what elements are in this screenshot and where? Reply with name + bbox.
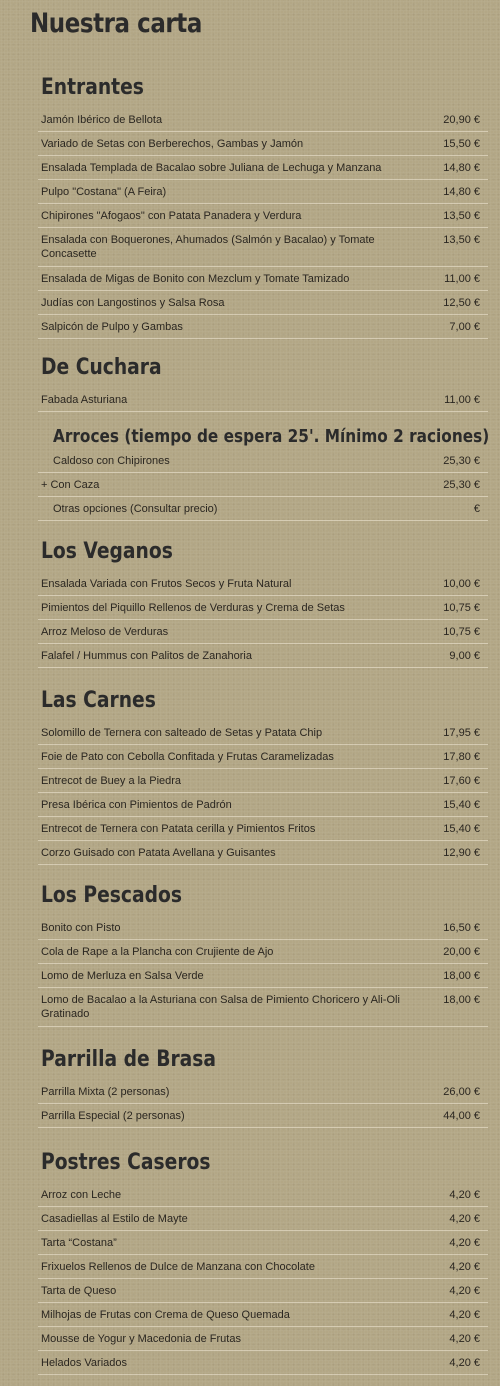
item-price: 4,20 € (449, 1309, 480, 1321)
menu-item (38, 1207, 488, 1231)
item-price: 4,20 € (449, 1333, 480, 1345)
item-price: 10,75 € (443, 602, 480, 614)
item-name: Mousse de Yogur y Macedonia de Frutas (41, 1333, 241, 1345)
section-arroces (0, 425, 500, 521)
menu-item (38, 793, 488, 817)
menu-item (38, 1351, 488, 1375)
item-price: 4,20 € (449, 1189, 480, 1201)
item-name: Pulpo "Costana" (A Feira) (41, 186, 167, 198)
item-name: Salpicón de Pulpo y Gambas (41, 321, 183, 333)
menu-item (38, 769, 488, 793)
item-name: Pimientos del Piquillo Rellenos de Verduras y Crema de Setas (41, 602, 345, 614)
item-name: Entrecot de Ternera con Patata cerilla y Pimientos Fritos (41, 823, 316, 835)
menu-item (38, 204, 488, 228)
item-price: 11,00 € (444, 394, 480, 406)
menu-item (38, 721, 488, 745)
menu-item (38, 1327, 488, 1351)
subsection-title: Arroces (tiempo de espera 25'. Mínimo 2 raciones) (53, 426, 490, 447)
item-name: Lomo de Bacalao a la Asturiana con Salsa de Pimiento Choricero y Ali-Oli Gratinado (41, 994, 400, 1020)
item-name: Corzo Guisado con Patata Avellana y Guisantes (41, 847, 276, 859)
section-carnes (0, 685, 500, 865)
menu-item (38, 1255, 488, 1279)
section-title: Los Veganos (41, 539, 173, 564)
item-price: 17,60 € (443, 775, 480, 787)
item-price: 4,20 € (449, 1285, 480, 1297)
item-price: 7,00 € (449, 321, 480, 333)
menu-item (38, 388, 488, 412)
item-name: Tarta de Queso (41, 1285, 117, 1297)
item-name: Parrilla Especial (2 personas) (41, 1110, 185, 1122)
item-name: Variado de Setas con Berberechos, Gambas y Jamón (41, 138, 304, 150)
item-price: 4,20 € (449, 1213, 480, 1225)
menu-item (38, 817, 488, 841)
item-price: 10,00 € (443, 578, 480, 590)
section-title: Entrantes (41, 75, 144, 100)
menu-item (38, 228, 488, 267)
item-name: Solomillo de Ternera con salteado de Setas y Patata Chip (41, 727, 323, 739)
menu-item (38, 449, 488, 473)
menu-item (38, 596, 488, 620)
section-entrantes (0, 72, 500, 339)
item-name: Ensalada Templada de Bacalao sobre Juliana de Lechuga y Manzana (41, 162, 382, 174)
item-price: 13,50 € (443, 210, 480, 222)
item-name: Presa Ibérica con Pimientos de Padrón (41, 799, 232, 811)
item-price: 17,95 € (443, 727, 480, 739)
item-price: 17,80 € (443, 751, 480, 763)
item-price: 10,75 € (443, 626, 480, 638)
section-parrilla (0, 1044, 500, 1128)
menu-item (38, 267, 488, 291)
item-name: Bonito con Pisto (41, 922, 121, 934)
menu-item (38, 1104, 488, 1128)
item-price: 9,00 € (449, 650, 480, 662)
item-price: 20,90 € (443, 114, 480, 126)
item-name: Falafel / Hummus con Palitos de Zanahoria (41, 650, 252, 662)
menu-item (38, 988, 488, 1027)
menu-item (38, 620, 488, 644)
item-price: 14,80 € (443, 162, 480, 174)
item-name: Foie de Pato con Cebolla Confitada y Frutas Caramelizadas (41, 751, 334, 763)
item-name: Jamón Ibérico de Bellota (41, 114, 163, 126)
item-price: 12,90 € (443, 847, 480, 859)
section-cuchara (0, 352, 500, 412)
item-price: 15,40 € (443, 823, 480, 835)
section-title: Las Carnes (41, 688, 156, 713)
menu-item (38, 841, 488, 865)
item-price: 14,80 € (443, 186, 480, 198)
item-name: Judías con Langostinos y Salsa Rosa (41, 297, 225, 309)
section-postres (0, 1147, 500, 1375)
item-name: Otras opciones (Consultar precio) (53, 503, 218, 515)
menu-item (38, 291, 488, 315)
item-price: 12,50 € (443, 297, 480, 309)
section-title: Los Pescados (41, 883, 182, 908)
section-pescados (0, 880, 500, 1027)
item-price: 13,50 € (443, 234, 480, 246)
item-name: Parrilla Mixta (2 personas) (41, 1086, 170, 1098)
item-price: € (473, 503, 480, 515)
menu-item (38, 156, 488, 180)
item-name: Fabada Asturiana (41, 394, 128, 406)
menu-item (38, 1303, 488, 1327)
menu-item (38, 180, 488, 204)
section-title: Parrilla de Brasa (41, 1047, 217, 1072)
item-name: Lomo de Merluza en Salsa Verde (41, 970, 204, 982)
item-name: Entrecot de Buey a la Piedra (41, 775, 182, 787)
item-name: Casadiellas al Estilo de Mayte (41, 1213, 188, 1225)
menu-item (38, 1080, 488, 1104)
menu-item (38, 572, 488, 596)
menu-item (38, 1183, 488, 1207)
item-price: 25,30 € (443, 455, 480, 467)
menu-item (38, 644, 488, 668)
item-name: Milhojas de Frutas con Crema de Queso Quemada (41, 1309, 290, 1321)
item-price: 4,20 € (449, 1261, 480, 1273)
item-name: Arroz con Leche (41, 1189, 122, 1201)
item-name: Caldoso con Chipirones (53, 455, 170, 467)
item-price: 15,40 € (443, 799, 480, 811)
item-name: Cola de Rape a la Plancha con Crujiente de Ajo (41, 946, 274, 958)
menu-item (38, 473, 488, 497)
section-title: Postres Caseros (41, 1150, 211, 1175)
item-price: 4,20 € (449, 1357, 480, 1369)
menu-item (38, 964, 488, 988)
item-name: Frixuelos Rellenos de Dulce de Manzana con Chocolate (41, 1261, 315, 1273)
item-price: 11,00 € (444, 273, 480, 285)
item-price: 26,00 € (443, 1086, 480, 1098)
menu-item (38, 745, 488, 769)
item-name: Helados Variados (41, 1357, 128, 1369)
menu-item (38, 315, 488, 339)
menu-item (38, 940, 488, 964)
item-price: 18,00 € (443, 970, 480, 982)
item-price: 20,00 € (443, 946, 480, 958)
item-name: Chipirones "Afogaos" con Patata Panadera y Verdura (41, 210, 302, 222)
menu-item (38, 497, 488, 521)
section-title: De Cuchara (41, 355, 162, 380)
menu-item (38, 132, 488, 156)
page-title: Nuestra carta (30, 8, 202, 39)
item-name: Ensalada con Boquerones, Ahumados (Salmón y Bacalao) y Tomate Concasette (41, 234, 375, 260)
section-veganos (0, 536, 500, 668)
item-price: 15,50 € (443, 138, 480, 150)
menu-item (38, 1231, 488, 1255)
item-price: 25,30 € (443, 479, 480, 491)
item-price: 18,00 € (443, 994, 480, 1006)
item-price: 44,00 € (443, 1110, 480, 1122)
item-name: Ensalada de Migas de Bonito con Mezclum y Tomate Tamizado (41, 273, 350, 285)
item-name: Ensalada Variada con Frutos Secos y Fruta Natural (41, 578, 292, 590)
item-name: Tarta “Costana” (41, 1237, 117, 1249)
menu-item (38, 916, 488, 940)
menu-item (38, 1279, 488, 1303)
item-name: Arroz Meloso de Verduras (41, 626, 169, 638)
item-price: 16,50 € (443, 922, 480, 934)
item-name: + Con Caza (41, 479, 100, 491)
item-price: 4,20 € (449, 1237, 480, 1249)
menu-item (38, 108, 488, 132)
